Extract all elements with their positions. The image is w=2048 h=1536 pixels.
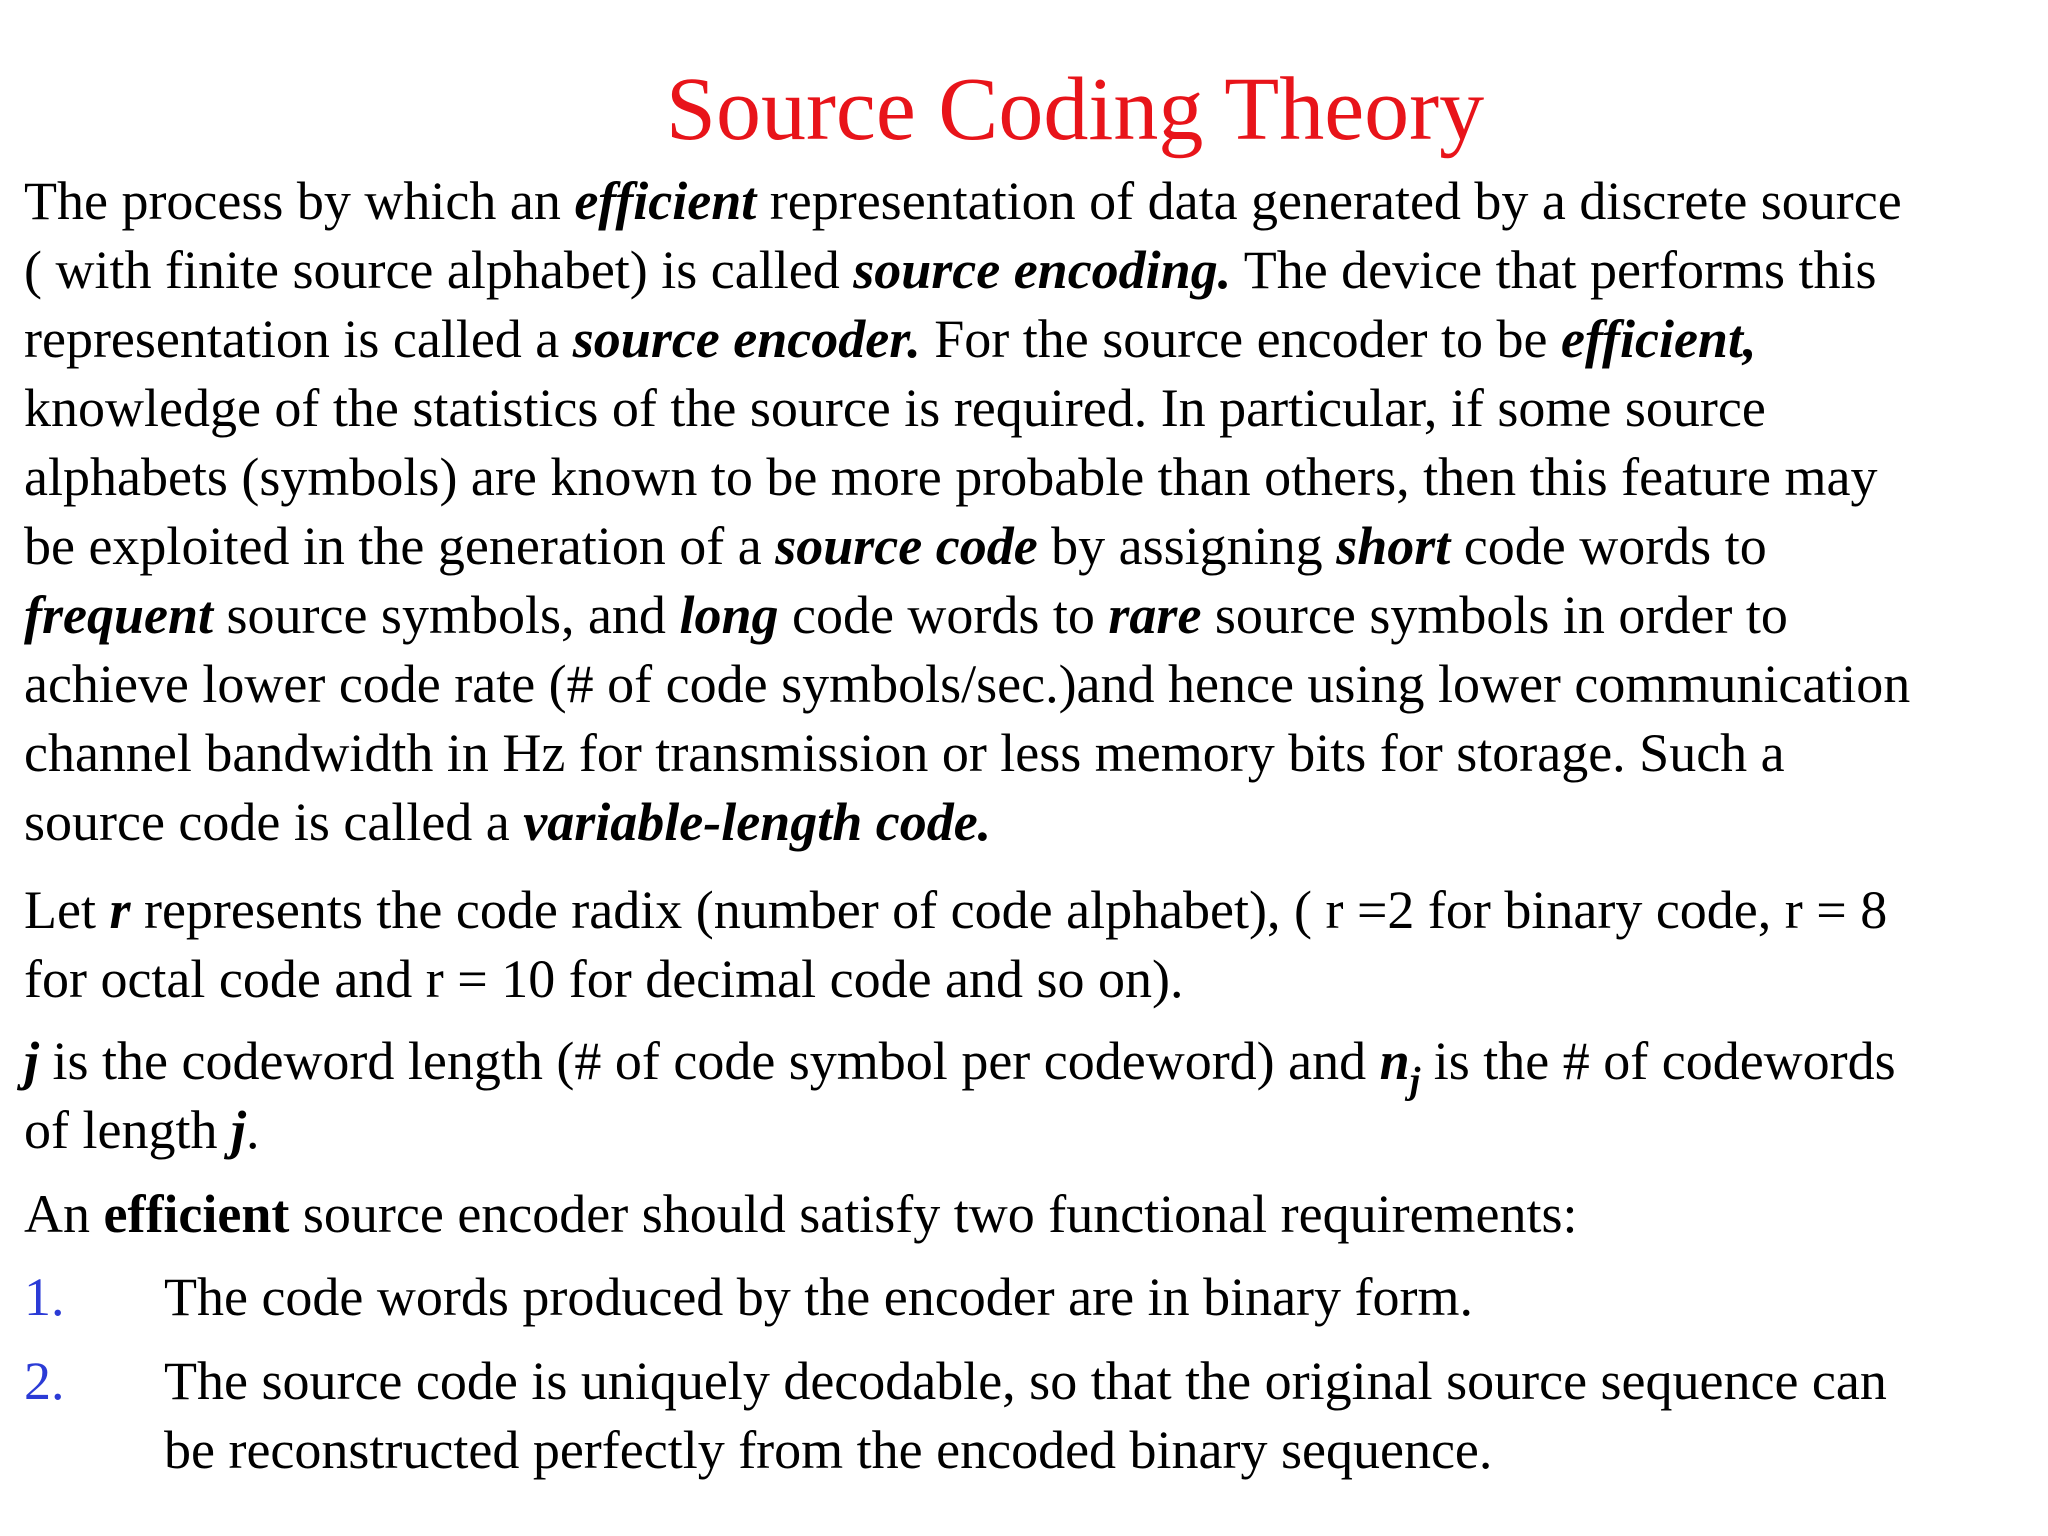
text-line: The process by which an efficient representation of data generated by a discrete source	[24, 171, 1902, 231]
text-line: j is the codeword length (# of code symbol per codeword) and $n_j$ is the # of codewords	[24, 1031, 1896, 1102]
text-line: alphabets (symbols) are known to be more probable than others, then this feature may	[24, 447, 1878, 507]
list-item-text	[164, 1347, 1887, 1485]
text-line: The source code is uniquely decodable, so that the original source sequence can	[164, 1351, 1887, 1411]
variable-n: n	[1379, 1031, 1410, 1091]
variable-r: r	[109, 880, 131, 940]
paragraph-source-encoding	[24, 167, 2044, 857]
text-line: frequent source symbols, and long code words to rare source symbols in order to	[24, 585, 1788, 645]
text-line: be reconstructed perfectly from the encoded binary sequence.	[164, 1420, 1493, 1480]
list-number: 1.	[24, 1267, 65, 1327]
text-line: of length j.	[24, 1100, 260, 1160]
text-line: Let r represents the code radix (number of code alphabet), ( r =2 for binary code, r = 8	[24, 880, 1888, 940]
text-line: source code is called a variable-length code.	[24, 792, 992, 852]
emphasis: efficient,	[1561, 309, 1757, 369]
paragraph-code-radix	[24, 876, 2044, 1014]
variable-j: j	[230, 1100, 246, 1160]
paragraph-codeword-length	[24, 1027, 2044, 1165]
text-line: channel bandwidth in Hz for transmission or less memory bits for storage. Such a	[24, 723, 1785, 783]
emphasis: source encoding.	[853, 240, 1232, 300]
text-line: for octal code and r = 10 for decimal code and so on).	[24, 949, 1184, 1009]
text-line: be exploited in the generation of a source code by assigning short code words to	[24, 516, 1767, 576]
text-line: achieve lower code rate (# of code symbols/sec.)and hence using lower communication	[24, 654, 1911, 714]
emphasis: variable-length code.	[523, 792, 992, 852]
emphasis: frequent	[24, 585, 213, 645]
paragraph-requirements	[24, 1180, 2044, 1249]
text-line: An efficient source encoder should satisfy two functional requirements:	[24, 1184, 1578, 1244]
list-number: 2.	[24, 1351, 65, 1411]
text-line: ( with finite source alphabet) is called source encoding. The device that performs this	[24, 240, 1877, 300]
variable-j: j	[24, 1031, 40, 1091]
emphasis: source code	[775, 516, 1038, 576]
subscript-j: j	[1409, 1060, 1421, 1102]
emphasis: short	[1336, 516, 1451, 576]
emphasis: efficient	[103, 1184, 290, 1244]
text-line: The code words produced by the encoder are in binary form.	[164, 1267, 1473, 1327]
emphasis: efficient	[574, 171, 757, 231]
emphasis: rare	[1108, 585, 1202, 645]
text-line: knowledge of the statistics of the source is required. In particular, if some source	[24, 378, 1766, 438]
text-line: representation is called a source encoder. For the source encoder to be efficient,	[24, 309, 1757, 369]
slide-title: Source Coding Theory	[665, 60, 1485, 159]
emphasis: source encoder.	[572, 309, 921, 369]
list-item-text	[164, 1263, 1473, 1332]
emphasis: long	[679, 585, 779, 645]
